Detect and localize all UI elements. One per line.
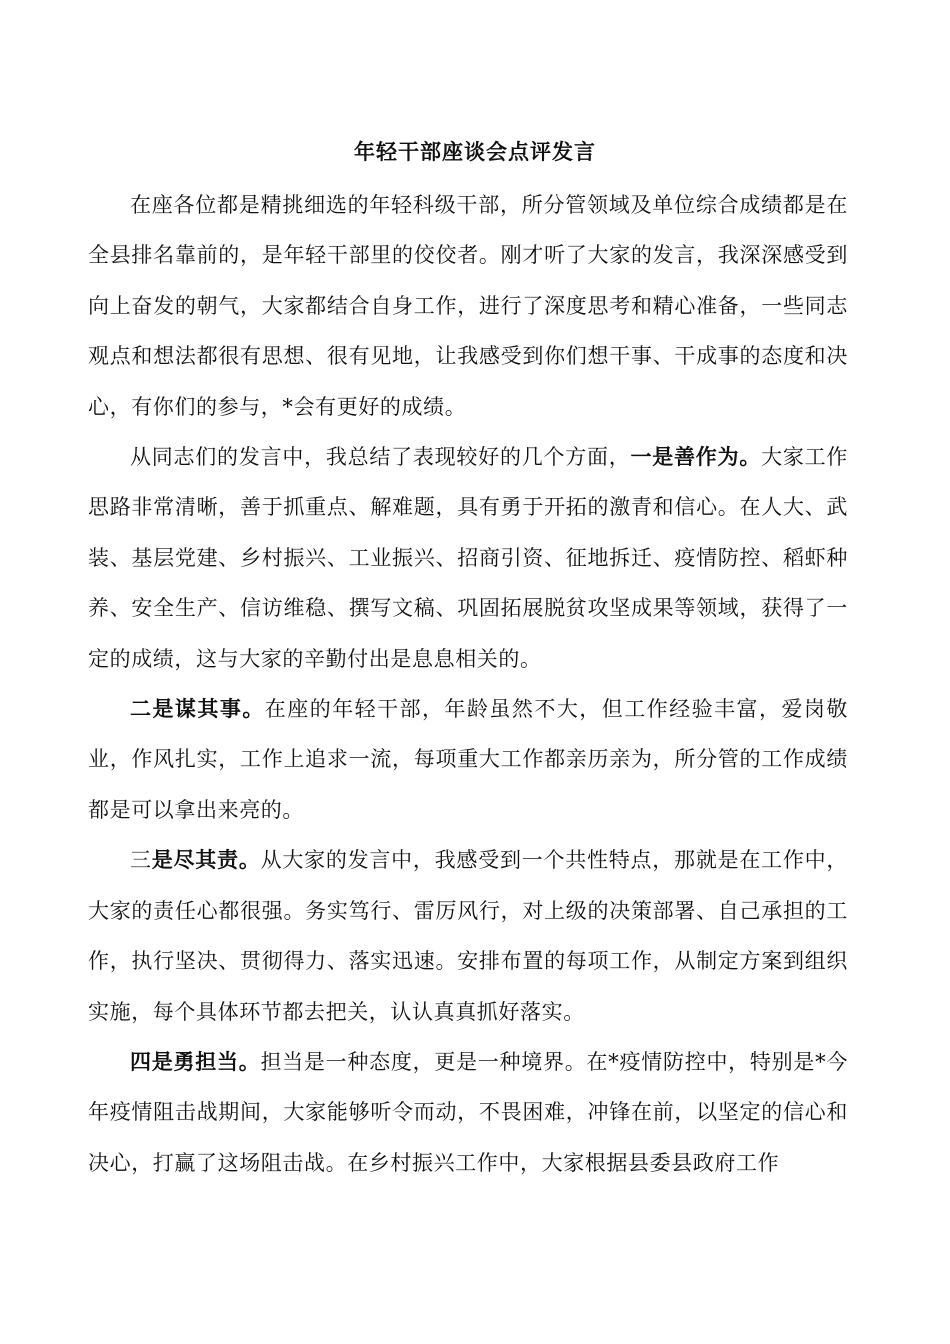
paragraph-text: 在座的年轻干部，年龄虽然不大，但工作经验丰富，爱岗敬业，作风扎实，工作上追求一流，每项重大工作都亲历亲为，所分管的工作成绩都是可以拿出来亮的。 (88, 697, 848, 822)
point-heading: 二是谋其事。 (130, 696, 265, 722)
paragraph-point-one (88, 432, 848, 684)
paragraph-point-three (88, 835, 848, 1037)
paragraph-text: 大家工作思路非常清晰，善于抓重点、解难题，具有勇于开拓的激青和信心。在人大、武装、基层党建、乡村振兴、工业振兴、招商引资、征地拆迁、疫情防控、稻虾种养、安全生产、信访维稳、撰写文稿、巩固拓展脱贫攻坚成果等领域，获得了一定的成绩，这与大家的辛勤付出是息息相关的。 (88, 445, 848, 671)
point-heading: 是尽其责。 (151, 847, 261, 873)
paragraph-point-four (88, 1037, 848, 1188)
paragraph-text: 从同志们的发言中，我总结了表现较好的几个方面， (130, 445, 631, 470)
document-body (88, 180, 848, 1188)
paragraph-intro (88, 180, 848, 432)
point-heading: 四是勇担当。 (130, 1048, 261, 1074)
paragraph-text: 在座各位都是精挑细选的年轻科级干部，所分管领域及单位综合成绩都是在全县排名靠前的，是年轻干部里的佼佼者。刚才听了大家的发言，我深深感受到向上奋发的朝气，大家都结合自身工作，进行了深度思考和精心准备，一些同志观点和想法都很有思想、很有见地，让我感受到你们想干事、干成事的态度和决心，有你们的参与，*会有更好的成绩。 (88, 193, 848, 419)
document-title: 年轻干部座谈会点评发言 (354, 139, 596, 164)
point-heading: 一是善作为。 (630, 444, 762, 470)
paragraph-point-two (88, 684, 848, 835)
paragraph-text: 担当是一种态度，更是一种境界。在*疫情防控中，特别是*今年疫情阻击战期间，大家能够听令而动，不畏困难，冲锋在前，以坚定的信心和决心，打赢了这场阻击战。在乡村振兴工作中，大家根据县委县政府工作 (88, 1049, 848, 1175)
paragraph-text: 从大家的发言中，我感受到一个共性特点，那就是在工作中，大家的责任心都很强。务实笃行、雷厉风行，对上级的决策部署、自己承担的工作，执行坚决、贯彻得力、落实迅速。安排布置的每项工作，从制定方案到组织实施，每个具体环节都去把关，认认真真抓好落实。 (88, 848, 848, 1024)
point-prefix: 三 (130, 848, 152, 873)
